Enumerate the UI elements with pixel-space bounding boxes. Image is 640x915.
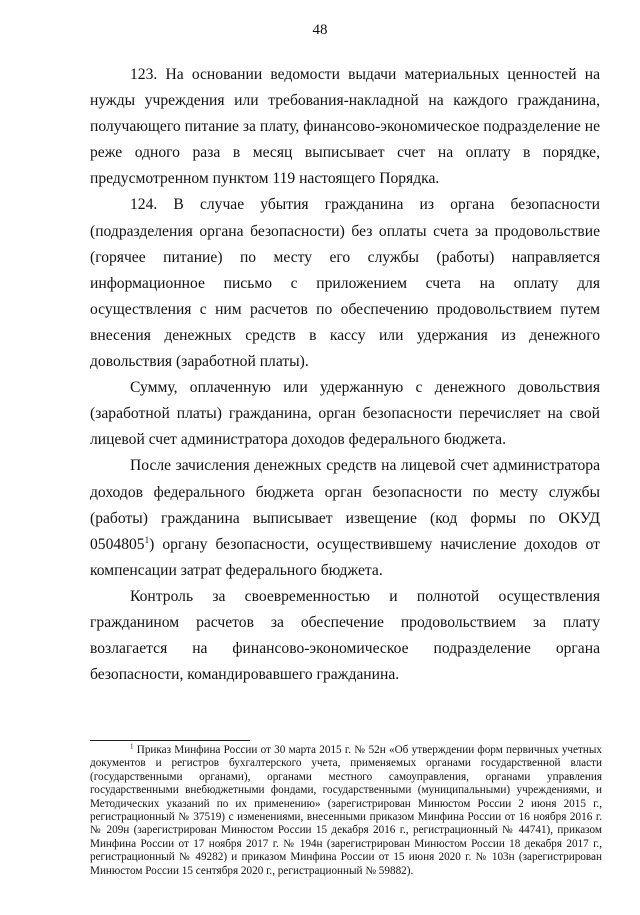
page-number: 48 <box>312 22 328 38</box>
footnote-text: Приказ Минфина России от 30 марта 2015 г. № 52н «Об утверждении форм первичных учетных документов и регистров бухгалтерского учета, применяемых органами государственной власти (государственными органами), органами местного самоуправления, органами управления государственными внебюджетными фондами, государственными (муниципальными) учреждениями, и Методических указаний по их применению» (зарегистрирован Минюстом России 2 июня 2015 г., регистрационный № 37519) с изменениями, внесенными приказом Минфина России от 16 ноября 2016 г. № 209н (зарегистрирован Минюстом России 15 декабря 2016 г., регистрационный № 44741), приказом Минфина России от 17 ноября 2017 г. № 194н (зарегистрирован Минюстом России 18 декабря 2017 г., регистрационный № 49282) и приказом Минфина России от 15 июня 2020 г. № 103н (зарегистрирован Минюстом России 15 сентября 2020 г., регистрационный № 59882). <box>90 744 602 877</box>
paragraph-124: 124. В случае убытия гражданина из органа безопасности (подразделения органа безопасности) без оплаты счета за продовольствие (горячее питание) по месту его службы (работы) направляется информационное письмо с приложением счета на оплату для осуществления с ним расчетов по обеспечению продовольствием путем внесения денежных средств в кассу или удержания из денежного довольствия (заработной платы). <box>90 196 600 371</box>
paragraph-notice-before: После зачисления денежных средств на лицевой счет администратора доходов федерального бюджета орган безопасности по месту службы (работы) гражданина выписывает извещение (код формы по ОКУД 0504805 <box>90 457 600 553</box>
footnote-reference: 1 <box>144 534 150 545</box>
paragraph-payment: Сумму, оплаченную или удержанную с денежного довольствия (заработной платы) гражданина, орган безопасности перечисляет на свой лицевой счет администратора доходов федерального бюджета. <box>90 379 600 449</box>
footnote-marker: 1 <box>130 742 134 751</box>
paragraph-control: Контроль за своевременностью и полнотой осуществления гражданином расчетов за обеспечение продовольствием за плату возлагается на финансово-экономическое подразделение органа безопасности, командировавшего гражданина. <box>90 587 600 684</box>
paragraph-notice-after: ) органу безопасности, осуществившему начисление доходов от компенсации затрат федерального бюджета. <box>90 535 600 579</box>
footnote <box>90 744 602 878</box>
body-text <box>90 62 600 688</box>
paragraph-notice <box>90 453 600 583</box>
paragraph-123: 123. На основании ведомости выдачи материальных ценностей на нужды учреждения или требования-накладной на каждого гражданина, получающего питание за плату, финансово-экономическое подразделение не реже одного раза в месяц выписывает счет на оплату в порядке, предусмотренном пунктом 119 настоящего Порядка. <box>90 66 600 188</box>
footnote-separator <box>90 740 250 741</box>
